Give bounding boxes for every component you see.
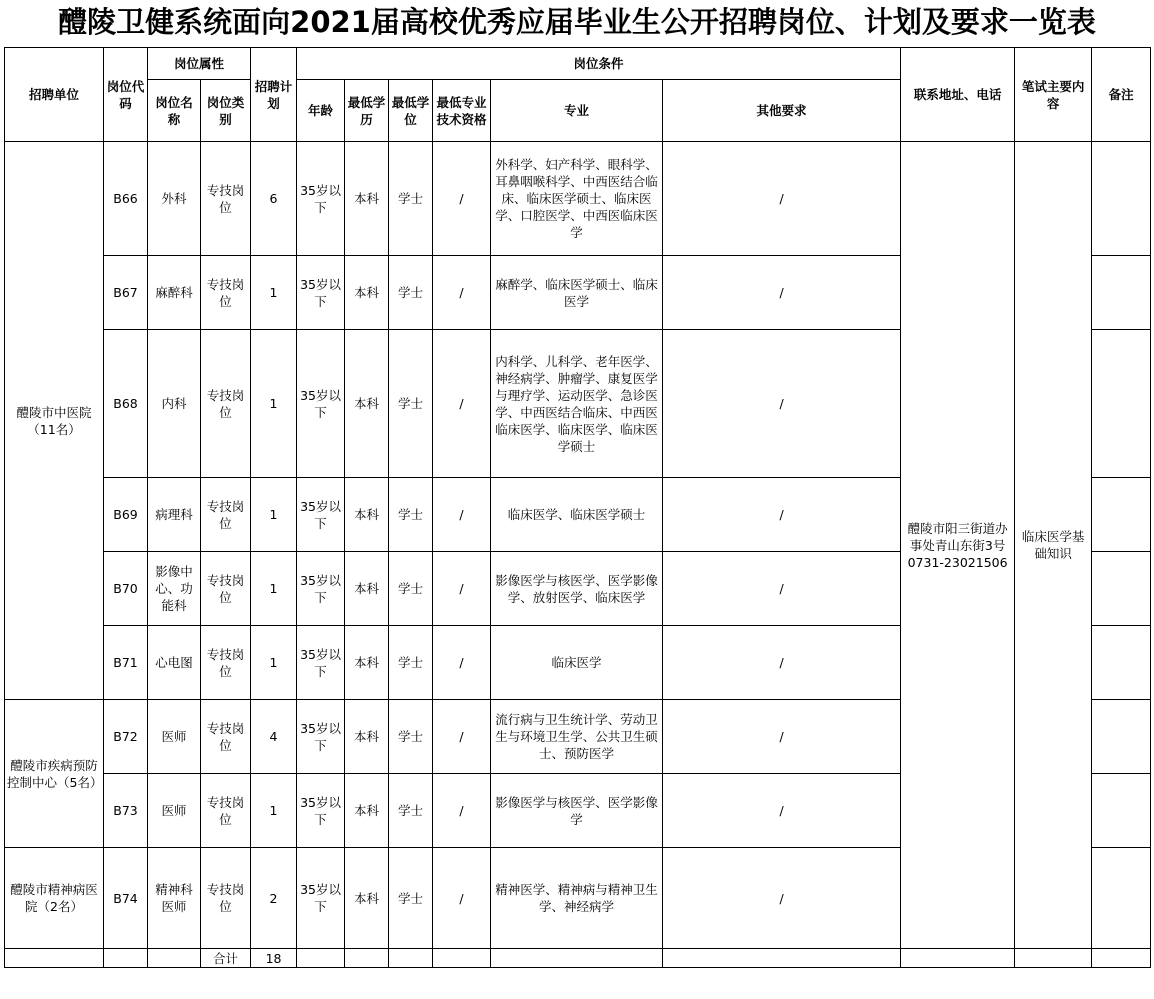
age-cell: 35岁以下 <box>297 774 345 848</box>
code-cell: B68 <box>104 330 148 478</box>
edu-cell: 本科 <box>345 552 389 626</box>
total-row <box>5 949 1151 968</box>
degree-cell: 学士 <box>389 142 433 256</box>
plan-cell: 1 <box>251 552 297 626</box>
code-cell: B66 <box>104 142 148 256</box>
header-exam: 笔试主要内容 <box>1015 48 1092 142</box>
code-cell: B70 <box>104 552 148 626</box>
major-cell: 精神医学、精神病与精神卫生学、神经病学 <box>491 848 663 949</box>
plan-cell: 1 <box>251 330 297 478</box>
tech-cell: / <box>433 330 491 478</box>
type-cell: 专技岗位 <box>201 774 251 848</box>
code-cell: B71 <box>104 626 148 700</box>
tech-cell: / <box>433 142 491 256</box>
edu-cell: 本科 <box>345 774 389 848</box>
major-cell: 内科学、儿科学、老年医学、神经病学、肿瘤学、康复医学与理疗学、运动医学、急诊医学、中西医结合临床、中西医临床医学、临床医学、临床医学硕士 <box>491 330 663 478</box>
code-cell: B73 <box>104 774 148 848</box>
major-cell: 影像医学与核医学、医学影像学 <box>491 774 663 848</box>
other-cell: / <box>663 774 901 848</box>
other-cell: / <box>663 626 901 700</box>
age-cell: 35岁以下 <box>297 330 345 478</box>
edu-cell: 本科 <box>345 700 389 774</box>
edu-cell: 本科 <box>345 330 389 478</box>
major-cell: 流行病与卫生统计学、劳动卫生与环境卫生学、公共卫生硕士、预防医学 <box>491 700 663 774</box>
header-plan: 招聘计划 <box>251 48 297 142</box>
type-cell: 专技岗位 <box>201 256 251 330</box>
degree-cell: 学士 <box>389 774 433 848</box>
code-cell: B67 <box>104 256 148 330</box>
tech-cell: / <box>433 774 491 848</box>
plan-cell: 1 <box>251 256 297 330</box>
code-cell: B69 <box>104 478 148 552</box>
degree-cell: 学士 <box>389 626 433 700</box>
header-other: 其他要求 <box>663 80 901 142</box>
header-age: 年龄 <box>297 80 345 142</box>
header-attr: 岗位属性 <box>148 48 251 80</box>
name-cell: 外科 <box>148 142 201 256</box>
header-remark: 备注 <box>1092 48 1151 142</box>
table-row <box>5 142 1151 256</box>
age-cell: 35岁以下 <box>297 142 345 256</box>
contact-cell: 醴陵市阳三街道办事处青山东街3号 0731-23021506 <box>901 142 1015 949</box>
type-cell: 专技岗位 <box>201 142 251 256</box>
type-cell: 专技岗位 <box>201 700 251 774</box>
unit-cell: 醴陵市疾病预防控制中心（5名） <box>5 700 104 848</box>
recruitment-table <box>4 47 1151 968</box>
plan-cell: 2 <box>251 848 297 949</box>
name-cell: 麻醉科 <box>148 256 201 330</box>
type-cell: 专技岗位 <box>201 478 251 552</box>
remark-cell <box>1092 478 1151 552</box>
unit-cell: 醴陵市中医院（11名） <box>5 142 104 700</box>
type-cell: 专技岗位 <box>201 626 251 700</box>
major-cell: 麻醉学、临床医学硕士、临床医学 <box>491 256 663 330</box>
total-value: 18 <box>251 949 297 968</box>
code-cell: B74 <box>104 848 148 949</box>
plan-cell: 1 <box>251 774 297 848</box>
age-cell: 35岁以下 <box>297 848 345 949</box>
degree-cell: 学士 <box>389 256 433 330</box>
remark-cell <box>1092 700 1151 774</box>
degree-cell: 学士 <box>389 330 433 478</box>
other-cell: / <box>663 256 901 330</box>
plan-cell: 1 <box>251 478 297 552</box>
plan-cell: 1 <box>251 626 297 700</box>
name-cell: 精神科医师 <box>148 848 201 949</box>
name-cell: 医师 <box>148 774 201 848</box>
name-cell: 心电图 <box>148 626 201 700</box>
age-cell: 35岁以下 <box>297 626 345 700</box>
other-cell: / <box>663 552 901 626</box>
other-cell: / <box>663 700 901 774</box>
header-degree: 最低学位 <box>389 80 433 142</box>
edu-cell: 本科 <box>345 848 389 949</box>
edu-cell: 本科 <box>345 142 389 256</box>
other-cell: / <box>663 478 901 552</box>
exam-cell: 临床医学基础知识 <box>1015 142 1092 949</box>
code-cell: B72 <box>104 700 148 774</box>
remark-cell <box>1092 848 1151 949</box>
header-major: 专业 <box>491 80 663 142</box>
tech-cell: / <box>433 478 491 552</box>
remark-cell <box>1092 330 1151 478</box>
other-cell: / <box>663 848 901 949</box>
unit-cell: 醴陵市精神病医院（2名） <box>5 848 104 949</box>
major-cell: 临床医学 <box>491 626 663 700</box>
remark-cell <box>1092 552 1151 626</box>
name-cell: 影像中心、功能科 <box>148 552 201 626</box>
header-conditions: 岗位条件 <box>297 48 901 80</box>
header-code: 岗位代码 <box>104 48 148 142</box>
age-cell: 35岁以下 <box>297 552 345 626</box>
tech-cell: / <box>433 626 491 700</box>
degree-cell: 学士 <box>389 848 433 949</box>
age-cell: 35岁以下 <box>297 700 345 774</box>
edu-cell: 本科 <box>345 478 389 552</box>
header-pos-type: 岗位类别 <box>201 80 251 142</box>
major-cell: 影像医学与核医学、医学影像学、放射医学、临床医学 <box>491 552 663 626</box>
plan-cell: 6 <box>251 142 297 256</box>
header-edu: 最低学历 <box>345 80 389 142</box>
header-pos-name: 岗位名称 <box>148 80 201 142</box>
header-unit: 招聘单位 <box>5 48 104 142</box>
name-cell: 病理科 <box>148 478 201 552</box>
other-cell: / <box>663 330 901 478</box>
type-cell: 专技岗位 <box>201 552 251 626</box>
remark-cell <box>1092 142 1151 256</box>
age-cell: 35岁以下 <box>297 478 345 552</box>
degree-cell: 学士 <box>389 552 433 626</box>
remark-cell <box>1092 256 1151 330</box>
remark-cell <box>1092 774 1151 848</box>
total-label: 合计 <box>201 949 251 968</box>
page-title: 醴陵卫健系统面向2021届高校优秀应届毕业生公开招聘岗位、计划及要求一览表 <box>58 5 1096 39</box>
major-cell: 外科学、妇产科学、眼科学、耳鼻咽喉科学、中西医结合临床、临床医学硕士、临床医学、口腔医学、中西医临床医学 <box>491 142 663 256</box>
plan-cell: 4 <box>251 700 297 774</box>
edu-cell: 本科 <box>345 626 389 700</box>
type-cell: 专技岗位 <box>201 330 251 478</box>
degree-cell: 学士 <box>389 478 433 552</box>
tech-cell: / <box>433 700 491 774</box>
tech-cell: / <box>433 848 491 949</box>
name-cell: 内科 <box>148 330 201 478</box>
remark-cell <box>1092 626 1151 700</box>
header-contact: 联系地址、电话 <box>901 48 1015 142</box>
tech-cell: / <box>433 552 491 626</box>
name-cell: 医师 <box>148 700 201 774</box>
degree-cell: 学士 <box>389 700 433 774</box>
other-cell: / <box>663 142 901 256</box>
edu-cell: 本科 <box>345 256 389 330</box>
age-cell: 35岁以下 <box>297 256 345 330</box>
header-tech: 最低专业技术资格 <box>433 80 491 142</box>
type-cell: 专技岗位 <box>201 848 251 949</box>
major-cell: 临床医学、临床医学硕士 <box>491 478 663 552</box>
tech-cell: / <box>433 256 491 330</box>
